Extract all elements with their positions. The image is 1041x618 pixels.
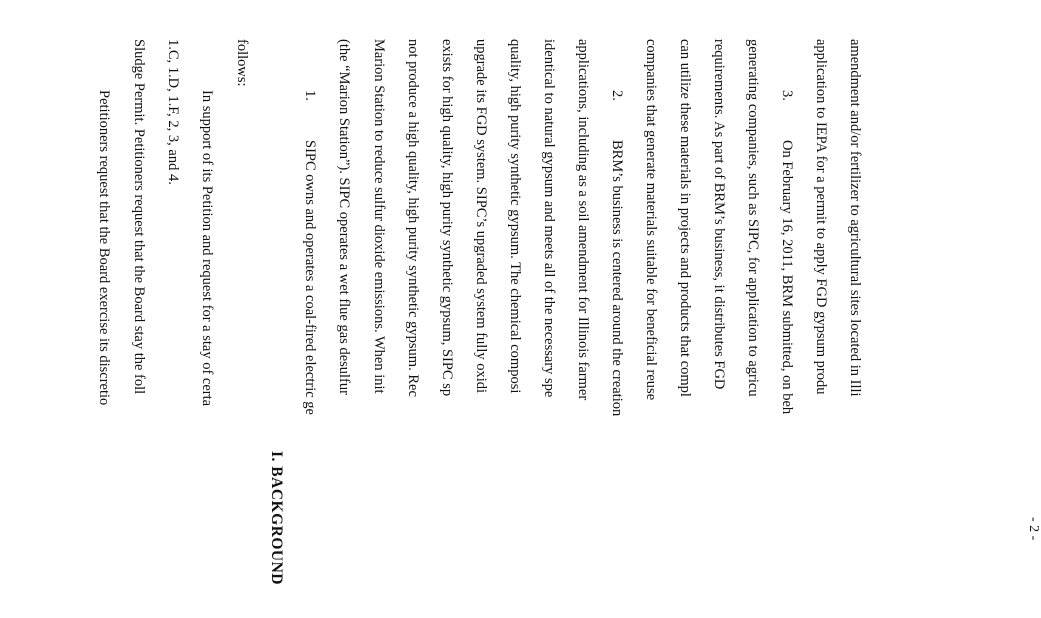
text-line: follows: <box>234 39 250 87</box>
text-line: amendment and/or fertilizer to agricultural sites located in Illi <box>847 39 863 397</box>
text-line: companies that generate materials suitable for beneficial reuse <box>643 39 659 401</box>
text-line: generating companies, such as SIPC, for application to agricu <box>745 39 761 397</box>
text-line: exists for high quality, high purity synthetic gypsum, SIPC sp <box>439 39 455 397</box>
text-line: BRM’s business is centered around the creation <box>609 140 625 417</box>
paragraph-number: 2. <box>609 90 625 101</box>
page-number: - 2 - <box>1026 517 1041 541</box>
text-line: not produce a high quality, high purity synthetic gypsum. Rec <box>405 39 421 397</box>
paragraph-number: 3. <box>779 90 795 101</box>
text-line: quality, high purity synthetic gypsum. The chemical composi <box>507 39 523 394</box>
text-line: Sludge Permit. Petitioners request that the Board stay the foll <box>131 39 147 395</box>
paragraph-number: 1. <box>302 90 318 101</box>
text-line: (the “Marion Station”). SIPC operates a wet flue gas desulfur <box>336 39 352 395</box>
text-line: 1.C, 1.D, 1.F, 2, 3, and 4. <box>165 39 181 185</box>
text-line: upgrade its FGD system. SIPC’s upgraded system fully oxidi <box>473 39 489 394</box>
text-line: requirements. As part of BRM’s business, it distributes FGD <box>711 39 727 390</box>
text-line: In support of its Petition and request for a stay of certa <box>199 90 215 407</box>
text-line: identical to natural gypsum and meets all of the necessary spe <box>541 39 557 398</box>
text-line: application to IEPA for a permit to apply FGD gypsum produ <box>813 39 829 395</box>
text-line: applications, including as a soil amendment for Illinois farmer <box>575 39 591 401</box>
text-line: Petitioners request that the Board exercise its discretio <box>96 90 112 406</box>
text-line: SIPC owns and operates a coal-fired electric ge <box>302 140 318 415</box>
section-heading: I. BACKGROUND <box>268 451 285 585</box>
text-line: Marion Station to reduce sulfur dioxide emissions. When init <box>371 39 387 394</box>
text-line: can utilize these materials in projects and products that compl <box>677 39 693 397</box>
text-line: On February 16, 2011, BRM submitted, on beh <box>779 140 795 415</box>
